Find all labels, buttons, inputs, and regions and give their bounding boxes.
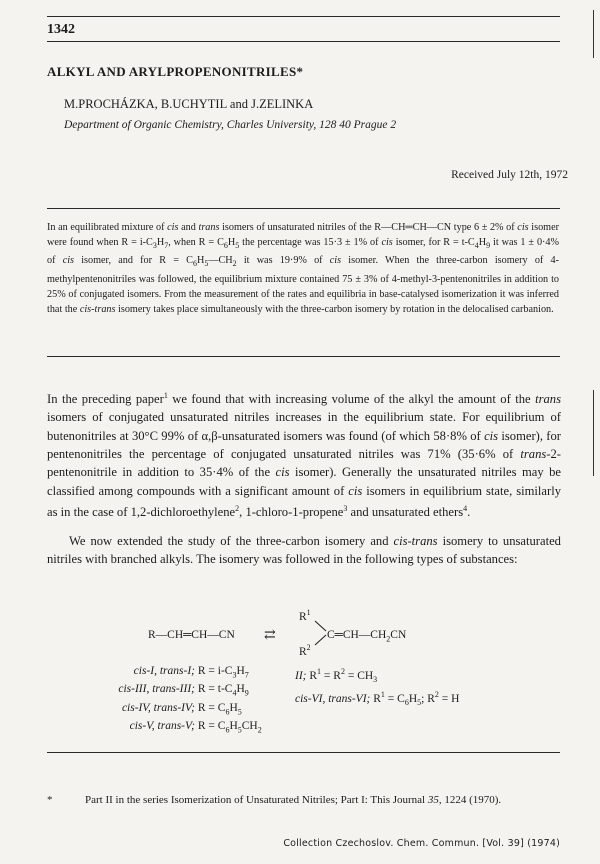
- substance-row: cis-V, trans-V; $R = C_6H_5CH_2$: [129, 719, 262, 735]
- substance-row: cis-VI, trans-VI; $R^1 = C_6H_5$; $R^2 = H$: [295, 690, 460, 708]
- substance-row: cis-I, trans-I; $R = i-C_3H_7$: [133, 665, 249, 680]
- received-date: Received July 12th, 1972: [451, 169, 568, 181]
- abstract-rule-top: [47, 208, 560, 209]
- affiliation: Department of Organic Chemistry, Charles University, 128 40 Prague 2: [64, 119, 397, 131]
- substance-row: cis-IV, trans-IV; $R = C_6H_5$: [121, 701, 242, 716]
- author-list: M.PROCHÁZKA, B.UCHYTIL and J.ZELINKA: [64, 97, 314, 111]
- footnote: * Part II in the series Isomerization of Unsaturated Nitriles; Part I: This Journal 35, 1224 (1970).: [47, 794, 502, 806]
- page-number: 1342: [47, 22, 75, 37]
- abstract-rule-bottom: [47, 356, 560, 357]
- article-title: ALKYL AND ARYLPROPENONITRILES*: [47, 64, 304, 79]
- substance-row: cis-III, trans-III; $R = t-C_4H_9$: [118, 683, 249, 698]
- equilibrium-arrow: ⇄: [264, 628, 276, 643]
- substance-row: II; $R^1 = R^2 = CH_3$: [295, 667, 378, 685]
- r1-substituent: $R^1$: [299, 608, 311, 623]
- left-formula: R—CH═CH—CN: [148, 629, 235, 641]
- header-rule-bottom: [47, 41, 560, 42]
- substance-list-right: [295, 664, 459, 710]
- journal-citation: Collection Czechoslov. Chem. Commun. [Vol. 39] (1974): [283, 838, 560, 849]
- margin-mark: [593, 390, 594, 476]
- margin-mark: [593, 10, 594, 58]
- abstract: In an equilibrated mixture of cis and trans isomers of unsaturated nitriles of the R—CH═CH—CN type 6 ± 2% of cis isomer were found when $R = i-C_3H_7$, when $R = C_6H_5$ the percentage was 15·3 ± 1% of cis isomer, for $R = t-C_4H_9$ it was 1 ± 0·4% of cis isomer, and for $R = C_6H_5—CH_2$ it was 19·9% of cis isomer. When the three-carbon isomery of 4-methylpentenonitriles was followed, the equilibrium mixture contained 75 ± 3% of 4-methyl-3-pentenonitriles in addition to 25% of conjugated isomers. From the measurement of the rates and equilibria in base-catalysed isomerization it was inferred that the cis-trans isomery takes place simultaneously with the three-carbon isomery by rotation in the delocalised carbanion.: [47, 222, 560, 316]
- body-paragraph-2: We now extended the study of the three-carbon isomery and cis-trans isomery to unsaturated nitriles with branched alkyls. The isomery was followed in the following types of substances:: [47, 534, 561, 567]
- body-paragraph-1: In the preceding paper$^1$ we found that with increasing volume of the alkyl the amount of the trans isomers of conjugated unsaturated nitriles increases in the equilibrium state. For equilibrium of butenonitriles at 30°C 99% of α,β-unsaturated isomers was found (of which 58·8% of cis isomer), for pentenonitriles the percentage of conjugated unsaturated nitriles was 71% (35·6% of trans-2-pentenonitrile in addition to 35·4% of the cis isomer). Generally the unsaturated nitriles may be classified among compounds with a significant amount of cis isomers in equilibrium state, similarly as in the case of 1,2-dichloroethylene$^2$, 1-chloro-1-propene$^3$ and unsaturated ethers$^4$.: [47, 391, 561, 520]
- footnote-rule: [47, 752, 560, 753]
- right-formula: $C═CH—CH_2CN$: [327, 629, 407, 644]
- header-rule-top: [47, 16, 560, 17]
- substance-list-left: [100, 664, 300, 737]
- r2-substituent: $R^2$: [299, 643, 311, 658]
